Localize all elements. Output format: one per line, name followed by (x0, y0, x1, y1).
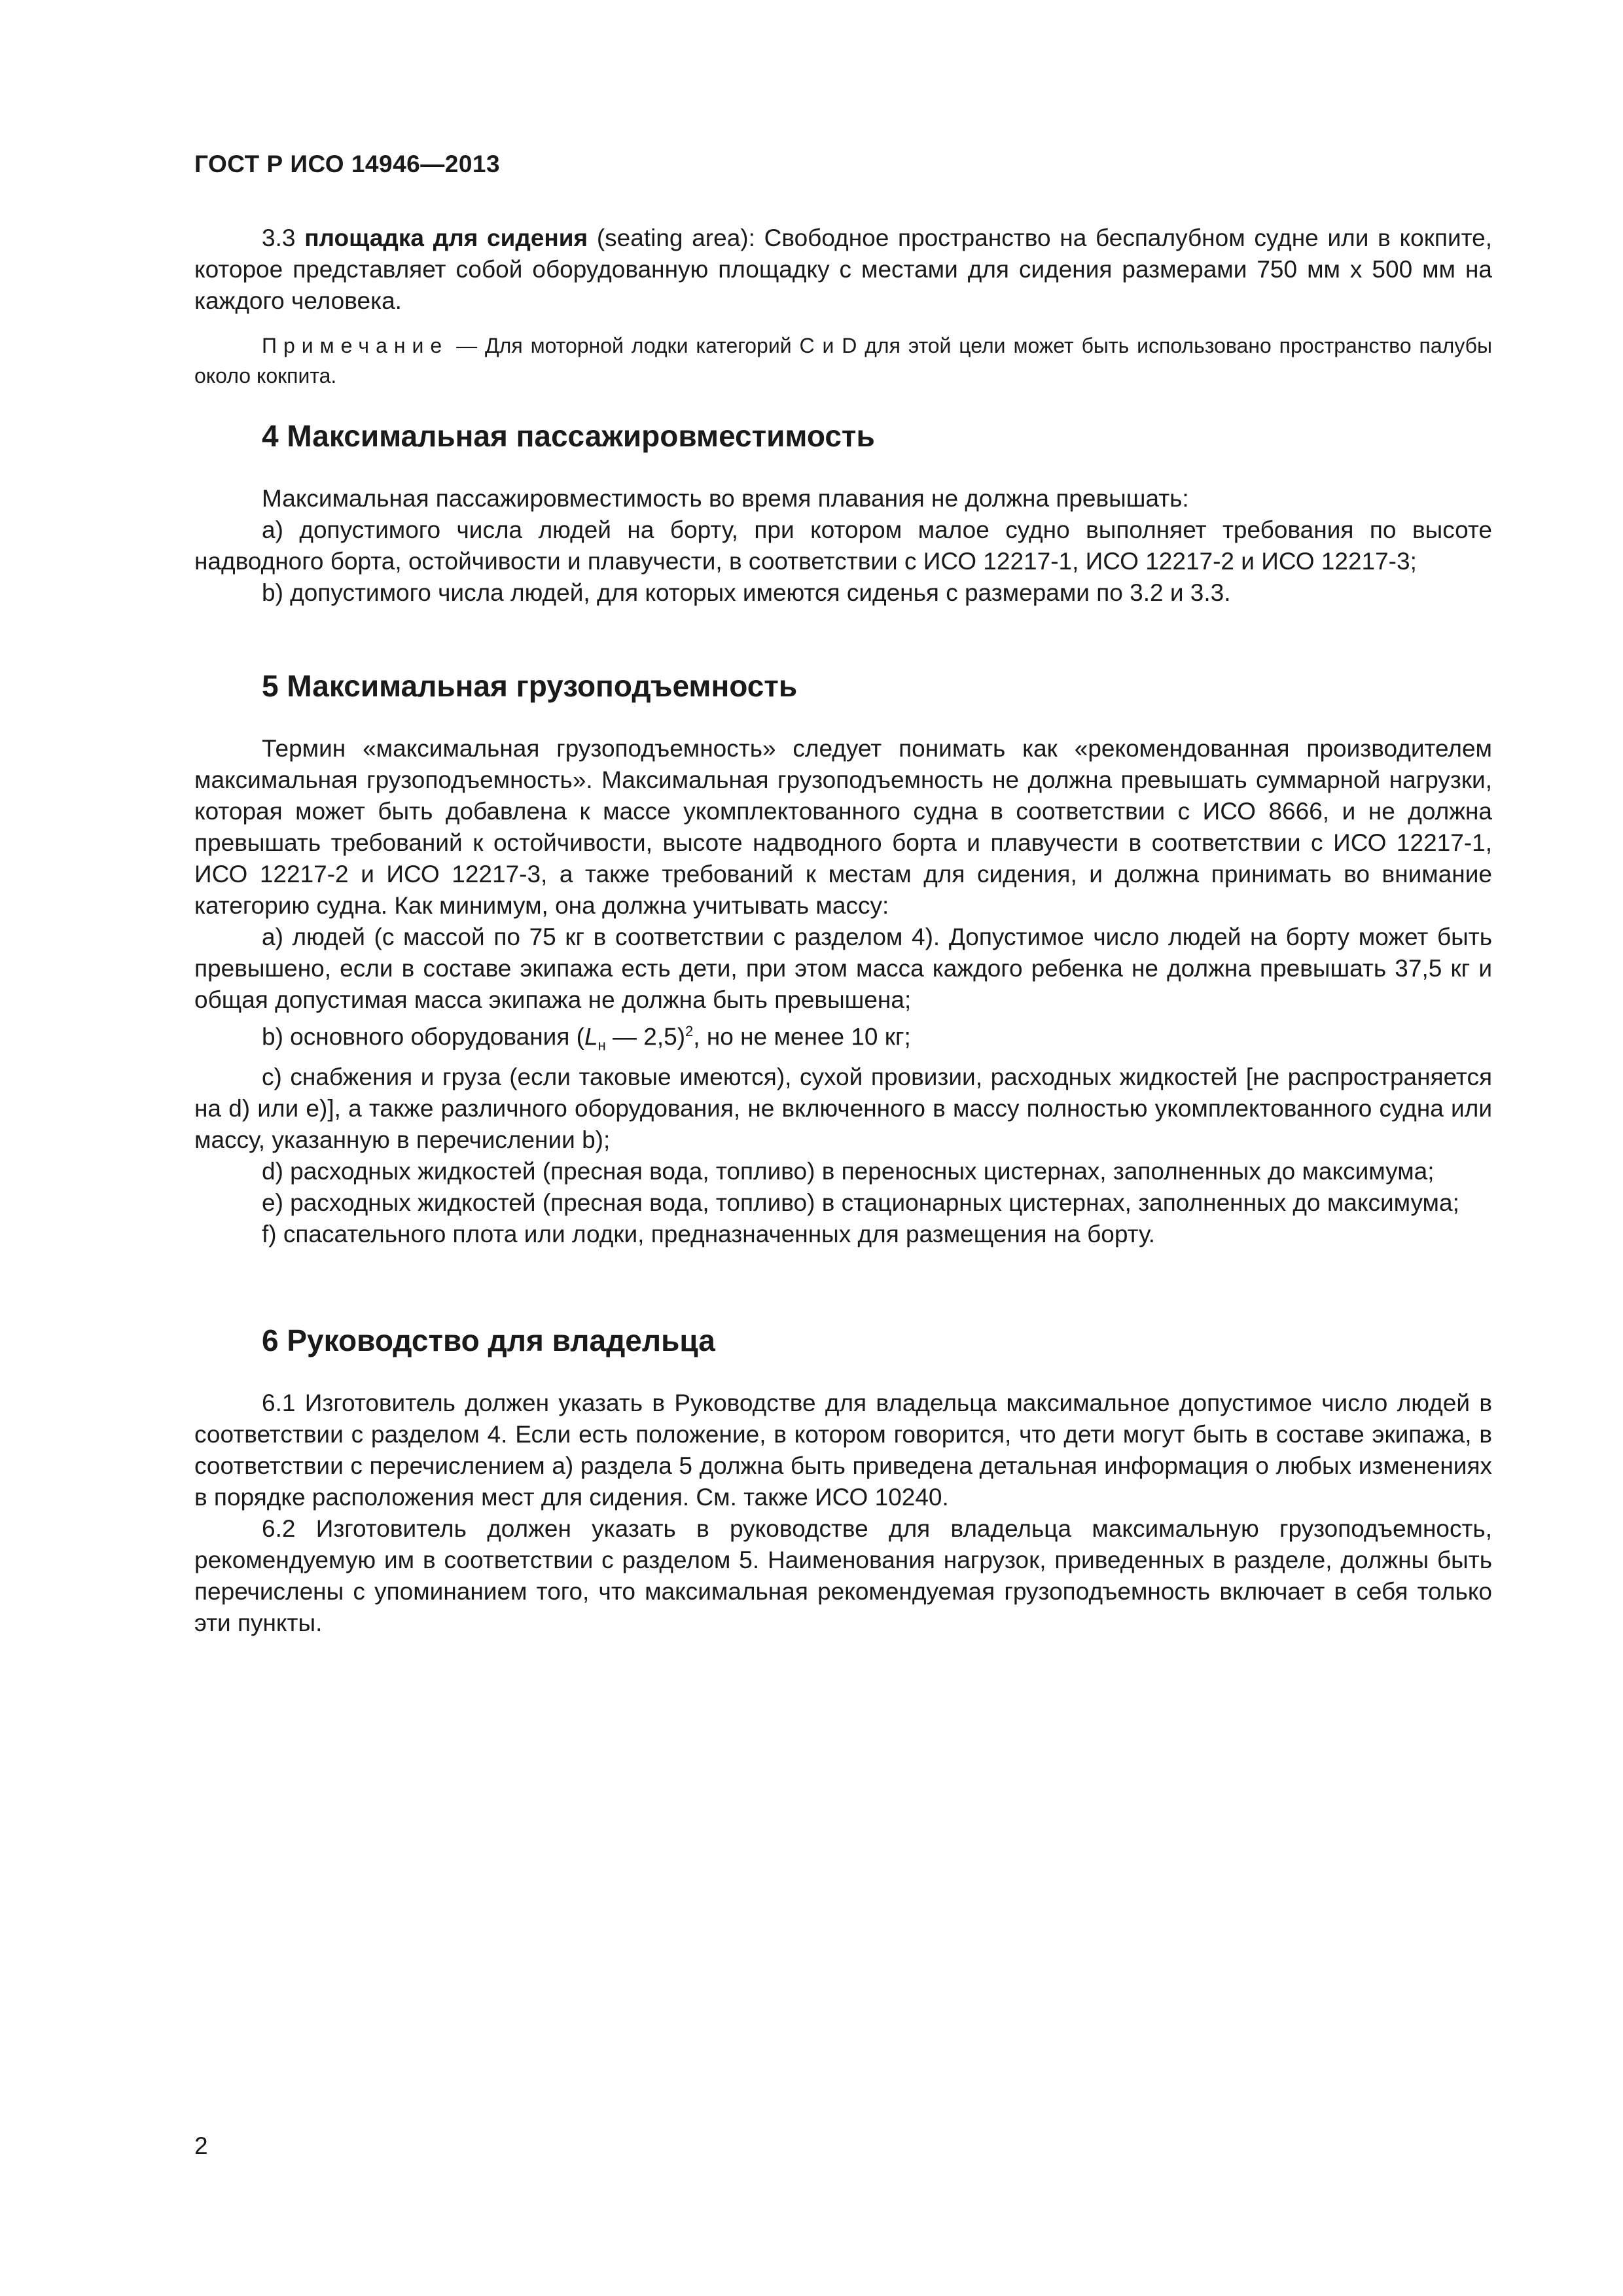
section-6-title: 6 Руководство для владельца (262, 1323, 715, 1357)
section-6 (194, 1321, 1492, 1639)
section-5-item-c: с) снабжения и груза (если таковые имеются), сухой провизии, расходных жидкостей [не распространяется на d) или е)], а также различного оборудования, не включенного в массу полностью укомплектованного судна или массу, указанную в перечислении b); (194, 1063, 1492, 1153)
section-5-item-f: f) спасательного плота или лодки, предназначенных для размещения на борту. (262, 1220, 1156, 1247)
section-5-item-b: b) основного оборудования ($L_н$ — 2,5)$^2$, но не менее 10 кг; (262, 1023, 911, 1054)
note (194, 331, 1492, 391)
section-5-item-a: а) людей (с массой по 75 кг в соответствии с разделом 4). Допустимое число людей на борту может быть превышено, если в составе экипажа есть дети, при этом масса каждого ребенка не должна превышать 37,5 кг и общая допустимая масса экипажа не должна быть превышена; (194, 924, 1492, 1013)
section-4-item-a: а) допустимого числа людей на борту, при котором малое судно выполняет требования по высоте надводного борта, остойчивости и плавучести, в соответствии с ИСО 12217-1, ИСО 12217-2 и ИСО 12217-3; (194, 516, 1492, 575)
clause-text: (seating area): Свободное пространство на беспалубном судне или в кокпите, которое представляет собой оборудованную площадку с местами для сидения размерами 750 мм х 500 мм на каждого человека. (194, 224, 1493, 314)
section-6-1: 6.1 Изготовитель должен указать в Руководстве для владельца максимальное допустимое число людей в соответствии с разделом 4. Если есть положение, в котором говорится, что дети могут быть в составе экипажа, в соответствии с перечислением а) раздела 5 должна быть приведена детальная информация о любых изменениях в порядке расположения мест для сидения. См. также ИСО 10240. (194, 1390, 1492, 1511)
section-5-item-d: d) расходных жидкостей (пресная вода, топливо) в переносных цистернах, заполненных до максимума; (262, 1157, 1435, 1185)
section-4-intro: Максимальная пассажировместимость во время плавания не должна превышать: (262, 485, 1189, 512)
section-5-item-e: е) расходных жидкостей (пресная вода, топливо) в стационарных цистернах, заполненных до максимума; (262, 1189, 1459, 1216)
page-number: 2 (194, 2132, 208, 2159)
section-4 (194, 416, 1492, 609)
note-text: — Для моторной лодки категорий С и D для этой цели может быть использовано пространство палубы около кокпита. (194, 334, 1492, 387)
document-page (194, 0, 1492, 2296)
clause-3-3 (194, 223, 1492, 317)
section-4-title: 4 Максимальная пассажировместимость (262, 419, 875, 453)
clause-number: 3.3 (262, 224, 305, 251)
term-seating-area: площадка для сидения (304, 224, 588, 251)
section-5 (194, 666, 1492, 1250)
standard-header: ГОСТ Р ИСО 14946—2013 (194, 151, 501, 177)
section-5-title: 5 Максимальная грузоподъемность (262, 669, 798, 703)
section-5-intro: Термин «максимальная грузоподъемность» следует понимать как «рекомендованная производителем максимальная грузоподъемность». Максимальная грузоподъемность не должна превышать суммарной нагрузки, которая может быть добавлена к массе укомплектованного судна в соответствии с ИСО 8666, и не должна превышать требований к остойчивости, высоте надводного борта и плавучести в соответствии с ИСО 12217-1, ИСО 12217-2 и ИСО 12217-3, а также требований к местам для сидения, и должна принимать во внимание категорию судна. Как минимум, она должна учитывать массу: (194, 735, 1492, 919)
note-label: Примечание (262, 334, 449, 357)
section-4-item-b: b) допустимого числа людей, для которых имеются сиденья с размерами по 3.2 и 3.3. (262, 579, 1231, 606)
section-6-2: 6.2 Изготовитель должен указать в руководстве для владельца максимальную грузоподъемность, рекомендуемую им в соответствии с разделом 5. Наименования нагрузок, приведенных в разделе, должны быть перечислены с упоминанием того, что максимальная рекомендуемая грузоподъемность включает в себя только эти пункты. (194, 1515, 1492, 1636)
